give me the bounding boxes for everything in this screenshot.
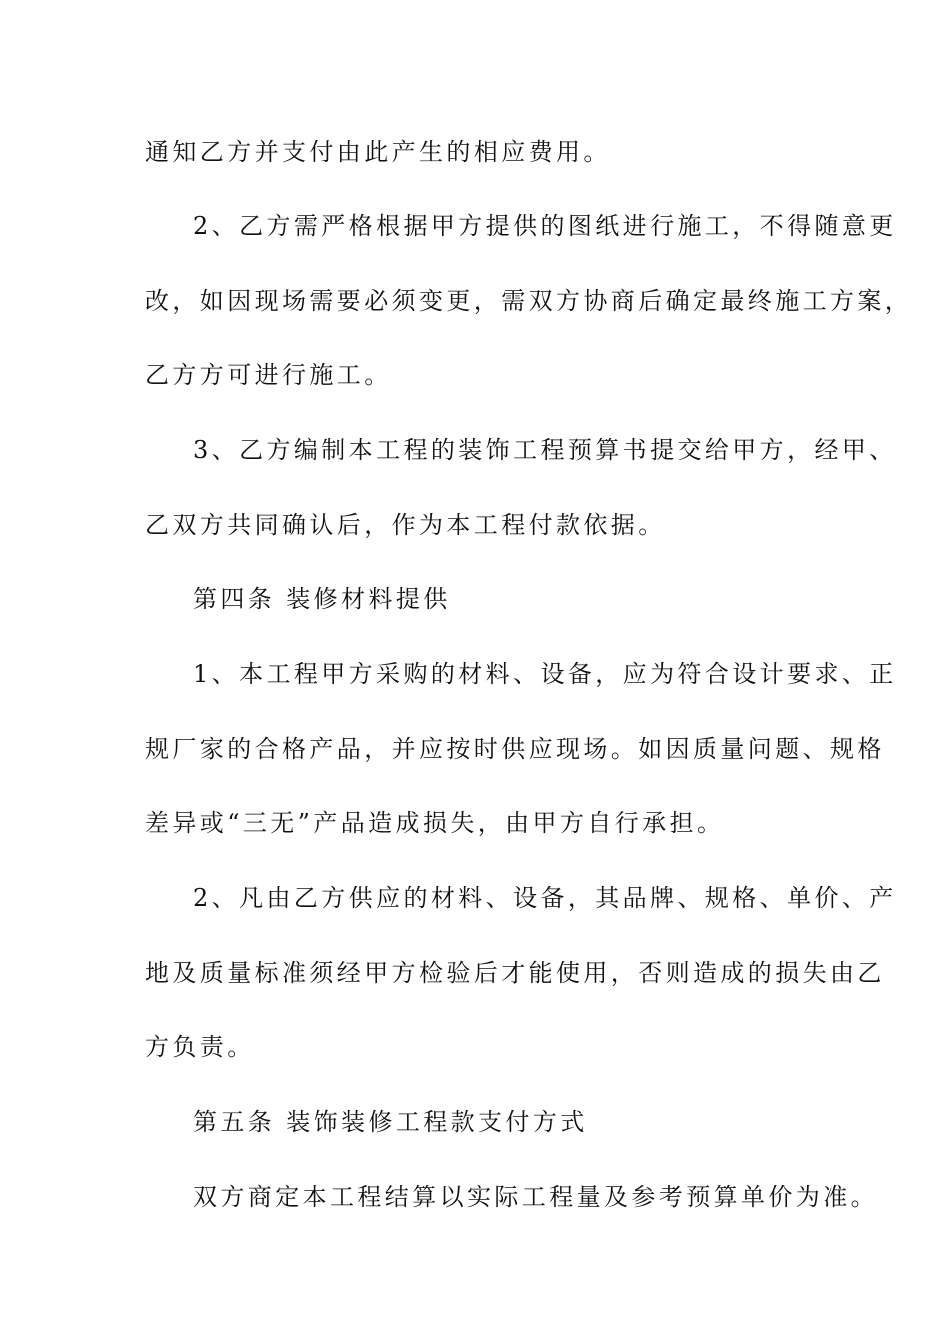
paragraph-line: 方负责。 — [145, 1033, 255, 1061]
paragraph-line: 1、本工程甲方采购的材料、设备，应为符合设计要求、正 — [193, 660, 897, 688]
paragraph-line: 地及质量标准须经甲方检验后才能使用，否则造成的损失由乙 — [145, 959, 885, 987]
paragraph-line: 差异或“三无”产品造成损失，由甲方自行承担。 — [145, 809, 725, 837]
paragraph-line: 改，如因现场需要必须变更，需双方协商后确定最终施工方案， — [145, 287, 913, 315]
paragraph-line: 乙双方共同确认后，作为本工程付款依据。 — [145, 511, 666, 539]
paragraph-line: 2、乙方需严格根据甲方提供的图纸进行施工，不得随意更 — [193, 212, 897, 240]
paragraph-line: 规厂家的合格产品，并应按时供应现场。如因质量问题、规格 — [145, 735, 885, 763]
paragraph-line: 乙方方可进行施工。 — [145, 361, 392, 389]
paragraph-line: 通知乙方并支付由此产生的相应费用。 — [145, 138, 611, 166]
paragraph-line: 3、乙方编制本工程的装饰工程预算书提交给甲方，经甲、 — [193, 436, 897, 464]
section-heading: 第五条 装饰装修工程款支付方式 — [193, 1108, 588, 1136]
section-heading: 第四条 装修材料提供 — [193, 585, 451, 613]
paragraph-line: 2、凡由乙方供应的材料、设备，其品牌、规格、单价、产 — [193, 884, 897, 912]
paragraph-line: 双方商定本工程结算以实际工程量及参考预算单价为准。 — [193, 1183, 878, 1211]
